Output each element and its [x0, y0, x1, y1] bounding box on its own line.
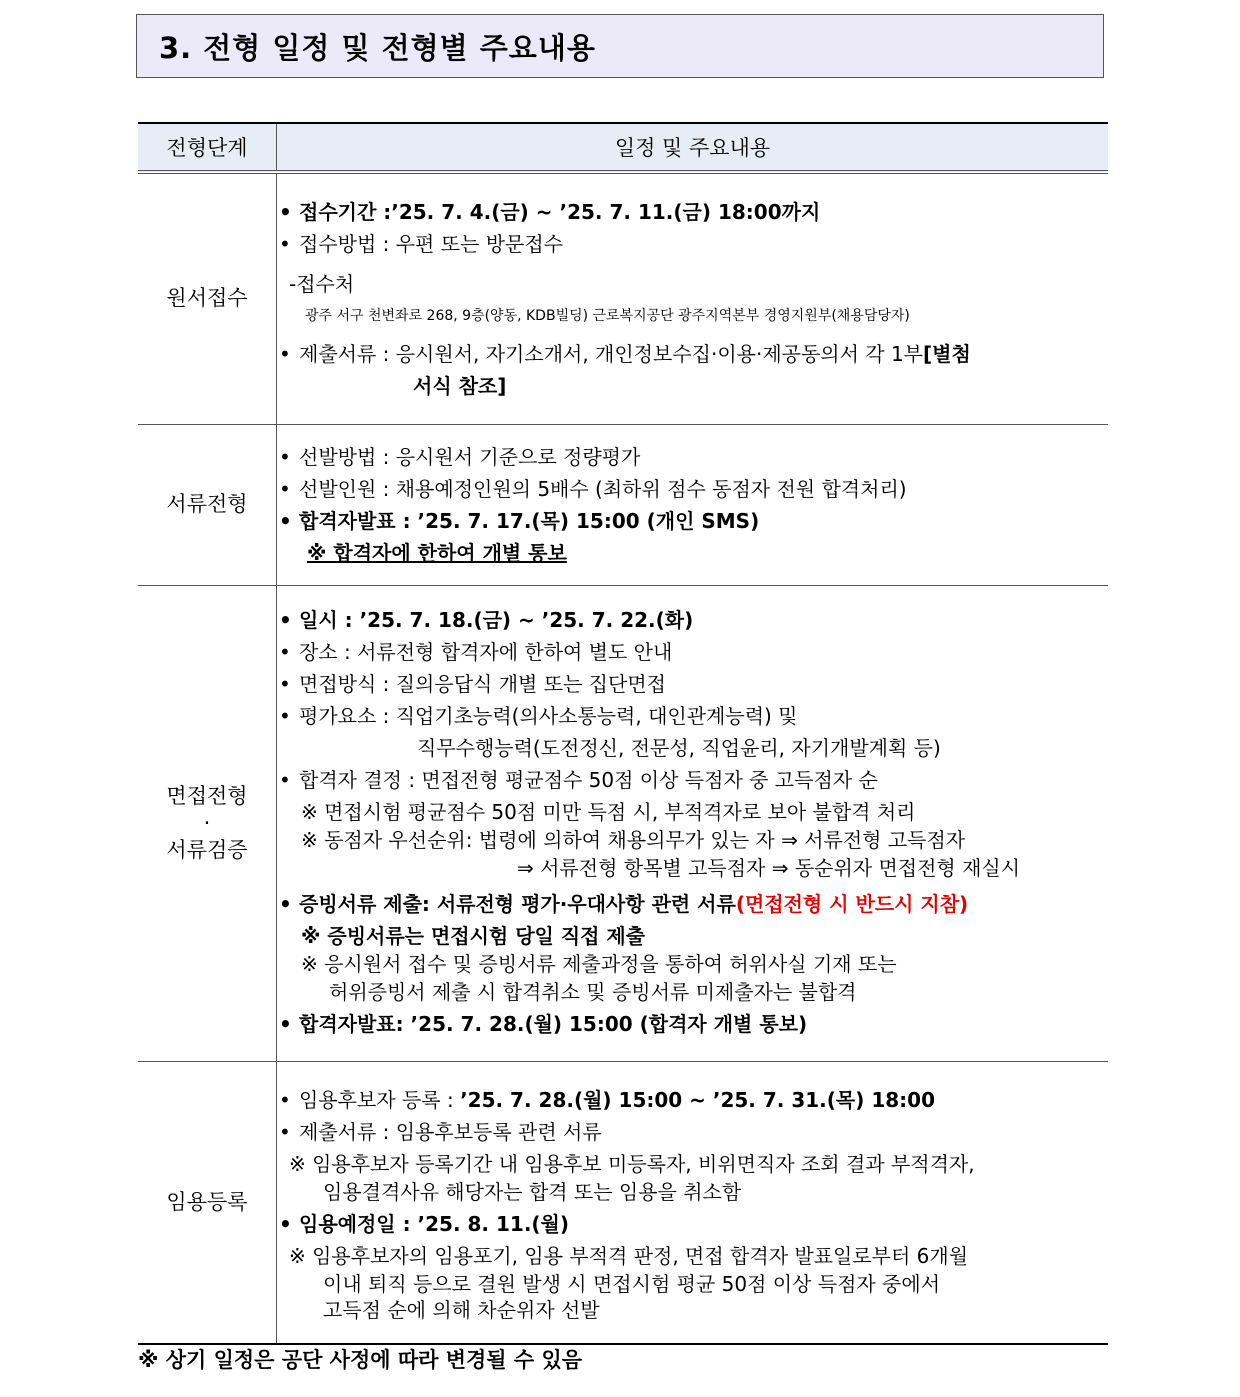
text-span: 제출서류 : 응시원서, 자기소개서, 개인정보수집·이용·제공동의서 각 1부	[299, 341, 923, 366]
table-row-document-screening	[138, 424, 1108, 585]
list-item: ※ 임용후보자 등록기간 내 임용후보 미등록자, 비위면직자 조회 결과 부적격자,	[289, 1152, 975, 1177]
list-item: ※ 합격자에 한하여 개별 통보	[307, 540, 567, 565]
list-item: 이내 퇴직 등으로 결원 발생 시 면접시험 평균 50점 이상 득점자 중에서	[323, 1272, 941, 1297]
list-item: • 일시 : ’25. 7. 18.(금) ~ ’25. 7. 22.(화)	[277, 607, 1108, 633]
list-item: ※ 면접시험 평균점수 50점 미만 득점 시, 부적격자로 보아 불합격 처리	[301, 800, 916, 824]
text-span: ’25. 7. 28.(월) 15:00 ~ ’25. 7. 31.(목) 18:00	[460, 1088, 935, 1113]
list-item: -접수처	[289, 271, 355, 296]
list-item: • 장소 : 서류전형 합격자에 한하여 별도 안내	[277, 639, 1108, 665]
list-item: • 임용예정일 : ’25. 8. 11.(월)	[277, 1211, 1108, 1237]
list-item: • 제출서류 : 임용후보등록 관련 서류	[277, 1119, 1108, 1145]
list-item: ※ 임용후보자의 임용포기, 임용 부적격 판정, 면접 합격자 발표일로부터 6개월	[289, 1244, 969, 1269]
list-item: 허위증빙서 제출 시 합격취소 및 증빙서류 미제출자는 불합격	[329, 980, 857, 1004]
list-item	[277, 891, 1108, 917]
list-item: • 접수기간 :’25. 7. 4.(금) ~ ’25. 7. 11.(금) 18:00까지	[277, 199, 1108, 225]
list-item	[277, 341, 1108, 367]
list-item: ※ 응시원서 접수 및 증빙서류 제출과정을 통하여 허위사실 기재 또는	[301, 952, 897, 976]
header-stage: 전형단계	[138, 123, 277, 172]
list-item: ※ 증빙서류는 면접시험 당일 직접 제출	[301, 924, 646, 948]
list-item: ※ 동점자 우선순위: 법령에 의하여 채용의무가 있는 자 ⇒ 서류전형 고득점자	[301, 828, 966, 852]
text-span: 임용후보자 등록 :	[299, 1088, 461, 1113]
list-item: • 합격자발표 : ’25. 7. 17.(목) 15:00 (개인 SMS)	[277, 508, 1108, 534]
stage-content	[277, 585, 1109, 1061]
section-title: 3. 전형 일정 및 전형별 주요내용	[136, 14, 1104, 78]
list-item: • 선발방법 : 응시원서 기준으로 정량평가	[277, 444, 1108, 470]
footer-note: ※ 상기 일정은 공단 사정에 따라 변경될 수 있음	[138, 1348, 583, 1372]
list-item: 직무수행능력(도전정신, 전문성, 직업윤리, 자기개발계획 등)	[417, 736, 941, 760]
list-item: • 합격자발표: ’25. 7. 28.(월) 15:00 (합격자 개별 통보)	[277, 1011, 1108, 1037]
list-item: • 합격자 결정 : 면접전형 평균점수 50점 이상 득점자 중 고득점자 순	[277, 767, 1108, 793]
stage-content	[277, 424, 1109, 585]
table-row-interview	[138, 585, 1108, 1061]
stage-label: 서류전형	[138, 424, 277, 585]
list-item: • 접수방법 : 우편 또는 방문접수	[277, 231, 1108, 257]
list-item: ⇒ 서류전형 항목별 고득점자 ⇒ 동순위자 면접전형 재실시	[517, 856, 1021, 880]
stage-label-line: 서류검증	[166, 837, 248, 862]
table-row-application	[138, 172, 1108, 424]
list-item: • 선발인원 : 채용예정인원의 5배수 (최하위 점수 동점자 전원 합격처리)	[277, 476, 1108, 502]
table-row-appointment	[138, 1061, 1108, 1344]
stage-label-line: ·	[203, 810, 211, 835]
text-span: 증빙서류 제출: 서류전형 평가·우대사항 관련 서류	[299, 892, 736, 916]
header-content: 일정 및 주요내용	[277, 123, 1109, 172]
list-item: 서식 참조]	[413, 373, 507, 398]
schedule-table	[138, 122, 1108, 1345]
highlight-text: (면접전형 시 반드시 지참)	[735, 892, 969, 916]
list-item	[277, 1087, 1108, 1113]
table-header-row	[138, 123, 1108, 172]
list-item: 고득점 순에 의해 차순위자 선발	[323, 1298, 600, 1323]
list-item: 광주 서구 천변좌로 268, 9층(양동, KDB빌딩) 근로복지공단 광주지역본부 경영지원부(채용담당자)	[305, 307, 910, 324]
text-span: [별첨	[923, 341, 971, 366]
list-item: • 평가요소 : 직업기초능력(의사소통능력, 대인관계능력) 및	[277, 703, 1108, 729]
list-item: • 면접방식 : 질의응답식 개별 또는 집단면접	[277, 671, 1108, 697]
stage-content	[277, 1061, 1109, 1344]
stage-label: 원서접수	[138, 172, 277, 424]
stage-label: 임용등록	[138, 1061, 277, 1344]
list-item: 임용결격사유 해당자는 합격 또는 임용을 취소함	[323, 1180, 742, 1205]
stage-label	[138, 585, 277, 1061]
stage-label-line: 면접전형	[166, 783, 248, 808]
stage-content	[277, 172, 1109, 424]
